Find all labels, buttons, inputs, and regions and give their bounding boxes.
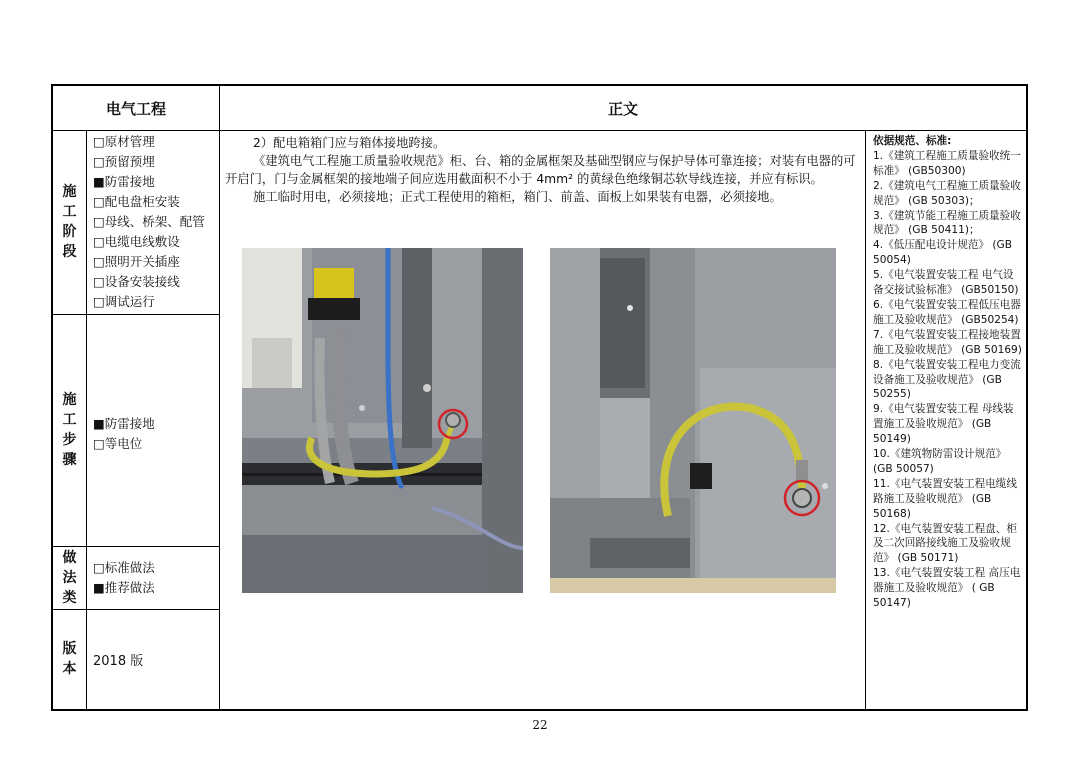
checklist-item: □等电位 [93,436,143,451]
standard-item: 6.《电气装置安装工程低压电器施工及验收规范》 (GB50254) [873,298,1021,326]
standard-item: 11.《电气装置安装工程电缆线路施工及验收规范》 (GB 50168) [873,477,1017,520]
divider [219,86,220,709]
header-category: 电气工程 [105,99,166,118]
standard-item: 10.《建筑物防雷设计规范》 (GB 50057) [873,448,1007,475]
standards-list [873,134,1023,611]
divider [53,130,1026,131]
step-checklist [93,414,155,454]
standard-item: 12.《电气装置安装工程盘、柜及二次回路接线施工及验收规范》 (GB 50171) [873,522,1017,565]
body-paragraph: 施工临时用电，必须接地；正式工程使用的箱柜，箱门、前盖、面板上如果装有电器，必须接地。 [253,190,782,204]
standard-item: 9.《电气装置安装工程 母线装置施工及验收规范》 (GB 50149) [873,403,1014,446]
body-paragraph: 《建筑电气工程施工质量验收规范》柜、台、箱的金属框架及基础型钢应与保护导体可靠连接；对装有电器的可开启门，门与金属框架的接地端子间应选用截面积不小于 4mm² 的黄绿色绝缘铜芯软导线连接，并应有标识。 [225,154,856,186]
document-table [51,84,1028,711]
standard-item: 4.《低压配电设计规范》 (GB 50054) [873,239,1013,267]
checklist-item: □设备安装接线 [93,274,180,289]
standard-item: 7.《电气装置安装工程接地装置施工及验收规范》 (GB 50169) [873,328,1022,356]
page-number: 22 [532,718,548,732]
divider [865,130,866,709]
checklist-item: ■防雷接地 [93,416,155,431]
checklist-item: □电缆电线敷设 [93,234,180,249]
checklist-item: ■推荐做法 [93,580,155,595]
header-main-text: 正文 [607,99,638,118]
standard-item: 3.《建筑节能工程施工质量验收规范》 (GB 50411)； [873,209,1021,237]
checklist-item: □配电盘柜安装 [93,194,180,209]
main-text [225,134,865,206]
phase-checklist [93,132,205,312]
standards-title: 依据规范、标准: [873,135,952,147]
version-value: 2018 版 [93,654,144,669]
photo-distribution-box-door-ground-2 [550,248,836,593]
standard-item: 5.《电气装置安装工程 电气设备交接试验标准》 (GB50150) [873,269,1019,297]
label-construction-phase: 施 工 阶 段 [62,184,77,260]
checklist-item: □标准做法 [93,560,155,575]
label-version: 版 本 [62,641,77,677]
checklist-item: □母线、桥架、配管 [93,214,205,229]
divider [86,130,87,709]
checklist-item: □调试运行 [93,294,155,309]
label-method-type: 做 法 类 [62,549,77,606]
checklist-item: ■防雷接地 [93,174,155,189]
method-checklist [93,558,155,598]
checklist-item: □预留预埋 [93,154,155,169]
photo-distribution-box-door-ground-1 [242,248,523,593]
standard-item: 8.《电气装置安装工程电力变流设备施工及验收规范》 (GB 50255) [873,358,1021,401]
section-heading: 2）配电箱箱门应与箱体接地跨接。 [253,136,446,150]
standard-item: 1.《建筑工程施工质量验收统一标准》 (GB50300) [873,149,1021,177]
standard-item: 2.《建筑电气工程施工质量验收规范》 (GB 50303)； [873,179,1021,207]
label-construction-step: 施 工 步 骤 [62,392,77,468]
standard-item: 13.《电气装置安装工程 高压电器施工及验收规范》 ( GB 50147) [873,567,1021,610]
checklist-item: □照明开关插座 [93,254,180,269]
checklist-item: □原材管理 [93,134,155,149]
